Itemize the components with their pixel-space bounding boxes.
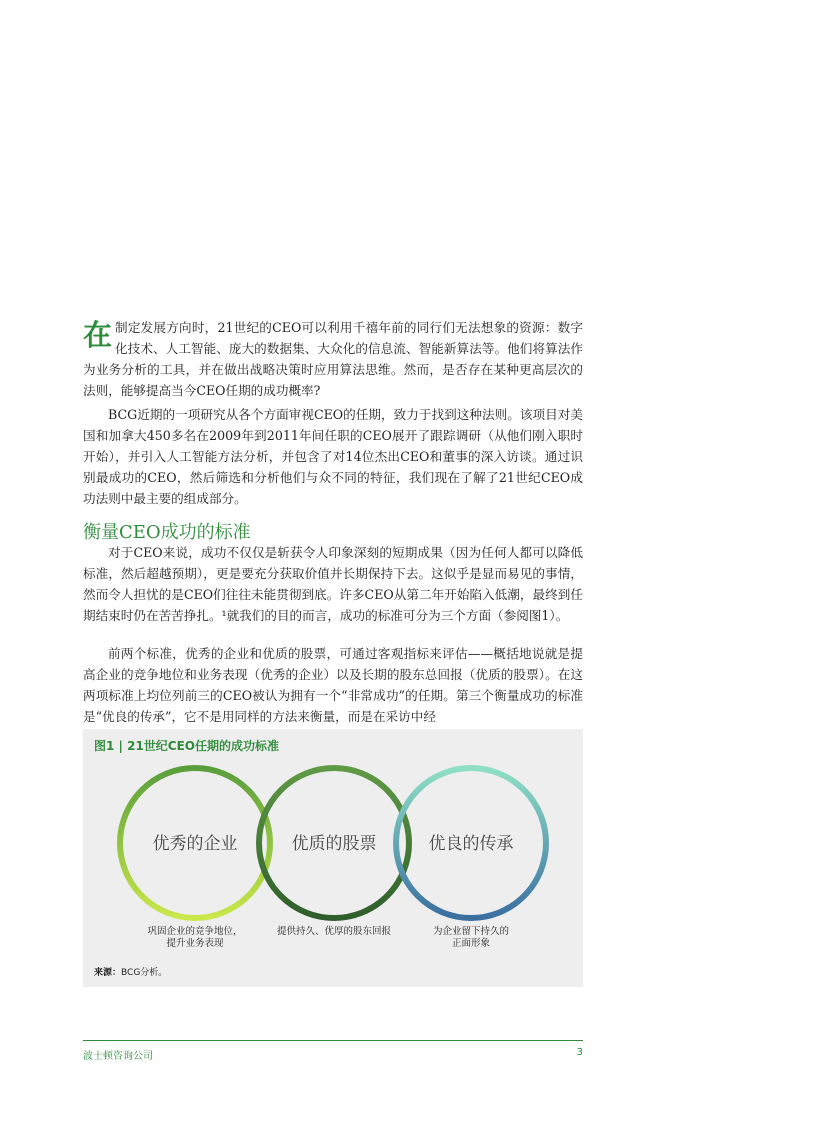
figure-1: [83, 729, 583, 987]
paragraph-research: BCG近期的一项研究从各个方面审视CEO的任期，致力于找到这种法则。该项目对美国和加拿大450多名在2009年到2011年间任职的CEO展开了跟踪调研（从他们刚入职时开始），并引入人工智能方法分析，并包含了对14位杰出CEO和董事的深入访谈。通过识别最成功的CEO，然后筛选和分析他们与众不同的特征，我们现在了解了21世纪CEO成功法则中最主要的组成部分。: [83, 407, 583, 506]
paragraph-criteria: 前两个标准，优秀的企业和优质的股票，可通过客观指标来评估——概括地说就是提高企业的竞争地位和业务表现（优秀的企业）以及长期的股东总回报（优质的股票）。在这两项标准上均位列前三的CEO被认为拥有一个“非常成功”的任期。第三个衡量成功的标准是“优良的传承”，它不是用同样的方法来衡量，而是在采访中经: [83, 646, 583, 724]
drop-cap: 在: [83, 318, 113, 352]
circle-label-stock: 优质的股票: [291, 834, 377, 854]
intro-paragraph: [83, 317, 583, 401]
intro-text: 制定发展方向时，21世纪的CEO可以利用千禧年前的同行们无法想象的资源：数字化技术、人工智能、庞大的数据集、大众化的信息流、智能新算法等。他们将算法作为业务分析的工具，并在做出战略决策时应用算法思维。然而，是否存在某种更高层次的法则，能够提高当今CEO任期的成功概率?: [83, 320, 583, 398]
source-text: BCG分析。: [121, 968, 168, 978]
footer-rule: [83, 1040, 583, 1041]
circle-label-legacy: 优良的传承: [428, 834, 514, 854]
figure-title: 图1 | 21世纪CEO任期的成功标准: [94, 739, 279, 753]
section-heading: 衡量CEO成功的标准: [83, 522, 251, 543]
footer-company: 波士顿咨询公司: [83, 1051, 153, 1062]
paragraph-success: 对于CEO来说，成功不仅仅是斩获令人印象深刻的短期成果（因为任何人都可以降低标准，然后超越预期），更是要充分获取价值并长期保持下去。这似乎是显而易见的事情，然而令人担忧的是CEO们往往未能贯彻到底。许多CEO从第二年开始陷入低潮，最终到任期结束时仍在苦苦挣扎。¹就我们的目的而言，成功的标准可分为三个方面（参阅图1）。: [83, 545, 583, 623]
caption-stock: 提供持久、优厚的股东回报: [276, 926, 391, 937]
source-label: 来源：: [94, 968, 122, 978]
caption-legacy: 为企业留下持久的 正面形象: [432, 926, 509, 949]
page-number: 3: [576, 1047, 583, 1058]
circle-label-business: 优秀的企业: [152, 834, 238, 854]
figure-source: [94, 965, 167, 978]
caption-business: 巩固企业的竞争地位， 提升业务表现: [147, 926, 243, 949]
